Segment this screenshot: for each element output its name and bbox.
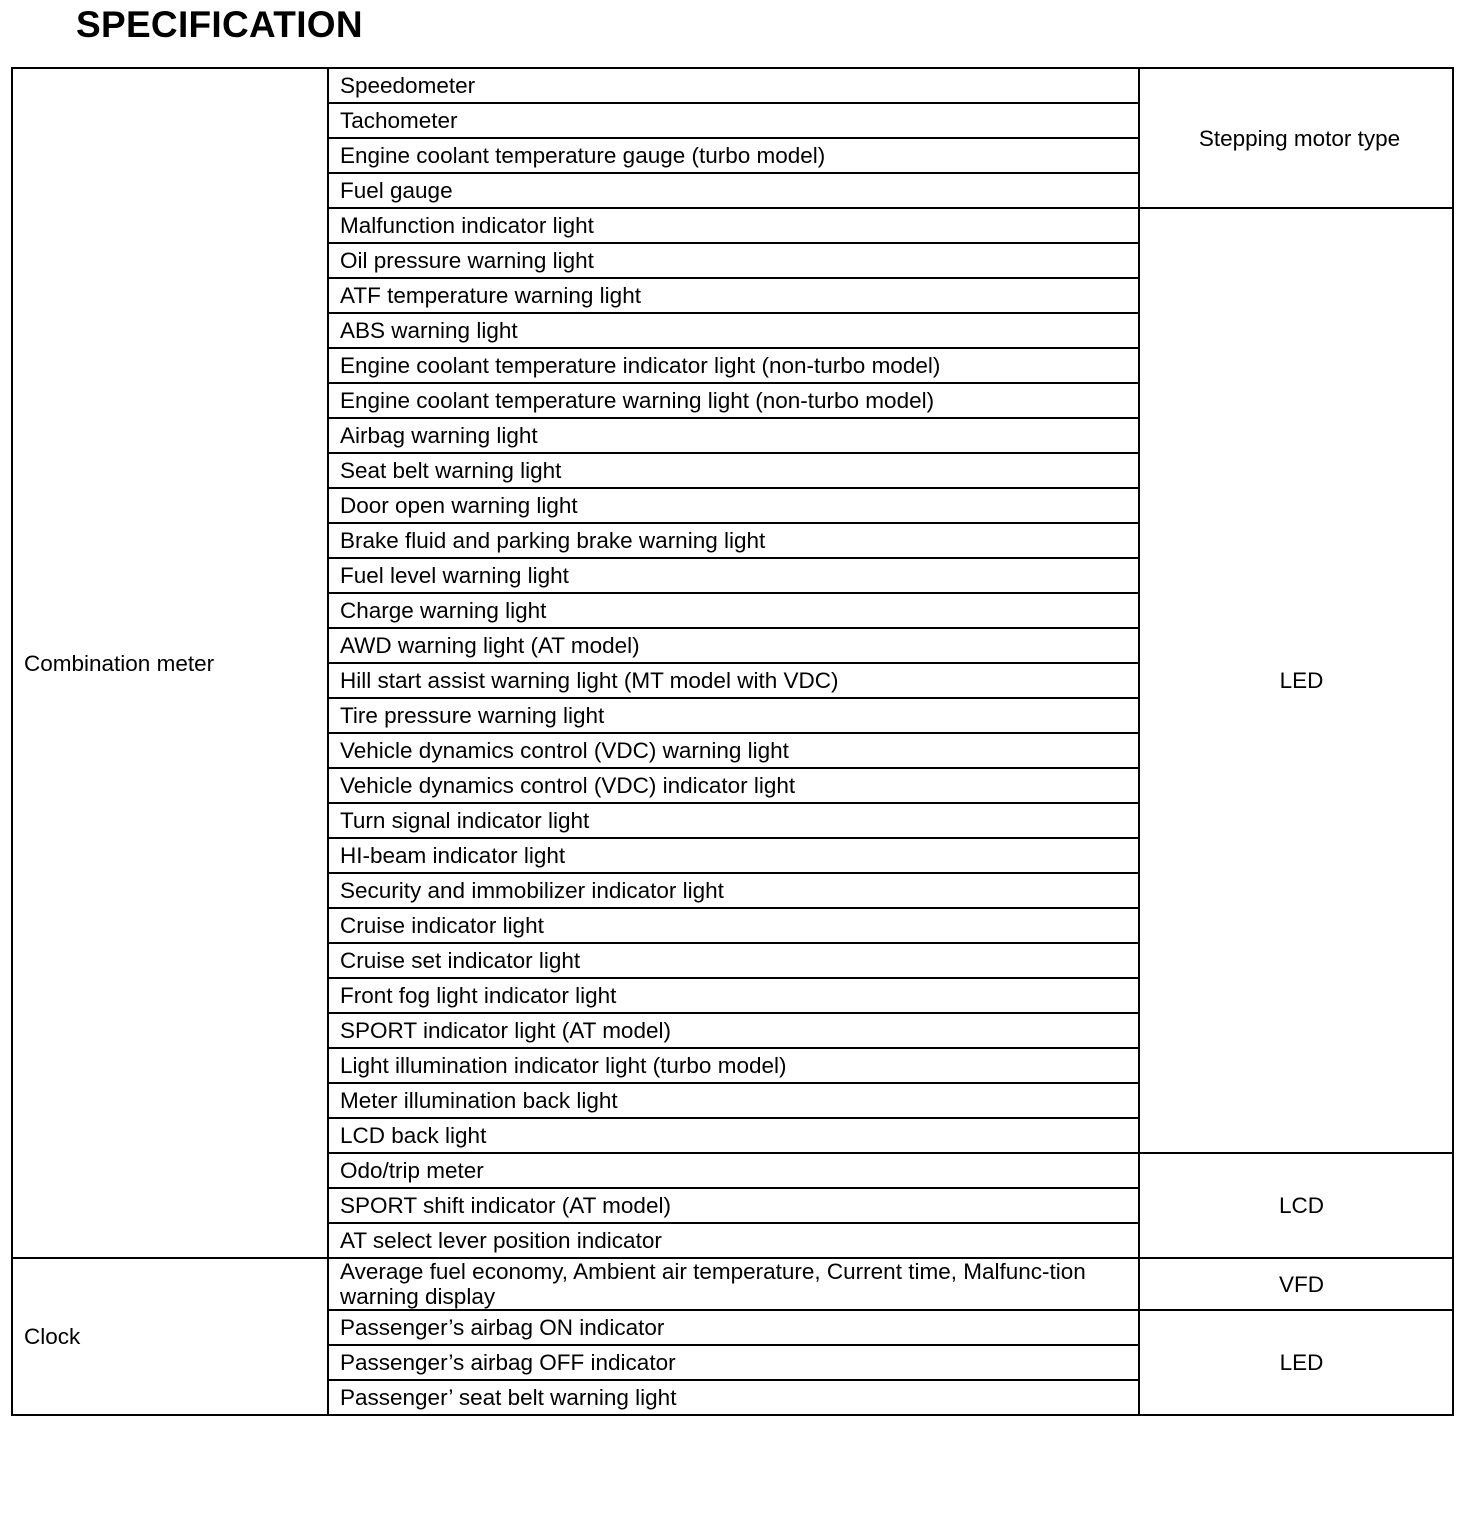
- item-cell: Airbag warning light: [328, 418, 1139, 453]
- item-cell: Average fuel economy, Ambient air temperature, Current time, Malfunc-tion warning display: [328, 1258, 1139, 1310]
- item-cell: Cruise indicator light: [328, 908, 1139, 943]
- page-title: SPECIFICATION: [76, 4, 363, 45]
- type-cell-led: LED: [1139, 1310, 1453, 1415]
- item-cell: Fuel level warning light: [328, 558, 1139, 593]
- item-cell: Passenger’s airbag ON indicator: [328, 1310, 1139, 1345]
- item-cell: Hill start assist warning light (MT model with VDC): [328, 663, 1139, 698]
- item-cell: Engine coolant temperature warning light (non-turbo model): [328, 383, 1139, 418]
- item-cell: Tachometer: [328, 103, 1139, 138]
- item-cell: Fuel gauge: [328, 173, 1139, 208]
- item-cell: Passenger’ seat belt warning light: [328, 1380, 1139, 1415]
- item-cell: Meter illumination back light: [328, 1083, 1139, 1118]
- item-cell: Brake fluid and parking brake warning light: [328, 523, 1139, 558]
- item-cell: Vehicle dynamics control (VDC) warning light: [328, 733, 1139, 768]
- item-cell: Security and immobilizer indicator light: [328, 873, 1139, 908]
- item-cell: Vehicle dynamics control (VDC) indicator light: [328, 768, 1139, 803]
- item-cell: Speedometer: [328, 68, 1139, 103]
- section-label-combination-meter: Combination meter: [12, 68, 328, 1258]
- type-cell-stepping-motor: Stepping motor type: [1139, 68, 1453, 208]
- table-row: [12, 68, 1453, 103]
- table-row: [12, 1258, 1453, 1310]
- item-cell: Front fog light indicator light: [328, 978, 1139, 1013]
- type-cell-lcd: LCD: [1139, 1153, 1453, 1258]
- item-cell: Door open warning light: [328, 488, 1139, 523]
- specification-table: [11, 67, 1454, 1416]
- item-cell: AWD warning light (AT model): [328, 628, 1139, 663]
- type-cell-vfd: VFD: [1139, 1258, 1453, 1310]
- item-cell: SPORT shift indicator (AT model): [328, 1188, 1139, 1223]
- item-cell: Tire pressure warning light: [328, 698, 1139, 733]
- item-cell: Cruise set indicator light: [328, 943, 1139, 978]
- item-cell: ABS warning light: [328, 313, 1139, 348]
- section-label-clock: Clock: [12, 1258, 328, 1415]
- item-cell: Odo/trip meter: [328, 1153, 1139, 1188]
- item-cell: Passenger’s airbag OFF indicator: [328, 1345, 1139, 1380]
- item-cell: Charge warning light: [328, 593, 1139, 628]
- item-cell: Engine coolant temperature indicator light (non-turbo model): [328, 348, 1139, 383]
- item-cell: Engine coolant temperature gauge (turbo model): [328, 138, 1139, 173]
- item-cell: HI-beam indicator light: [328, 838, 1139, 873]
- item-cell: Seat belt warning light: [328, 453, 1139, 488]
- item-cell: LCD back light: [328, 1118, 1139, 1153]
- type-cell-led: LED: [1139, 208, 1453, 1153]
- item-cell: Oil pressure warning light: [328, 243, 1139, 278]
- item-cell: Light illumination indicator light (turbo model): [328, 1048, 1139, 1083]
- item-cell: Malfunction indicator light: [328, 208, 1139, 243]
- item-cell: ATF temperature warning light: [328, 278, 1139, 313]
- item-cell: Turn signal indicator light: [328, 803, 1139, 838]
- item-cell: SPORT indicator light (AT model): [328, 1013, 1139, 1048]
- item-cell: AT select lever position indicator: [328, 1223, 1139, 1258]
